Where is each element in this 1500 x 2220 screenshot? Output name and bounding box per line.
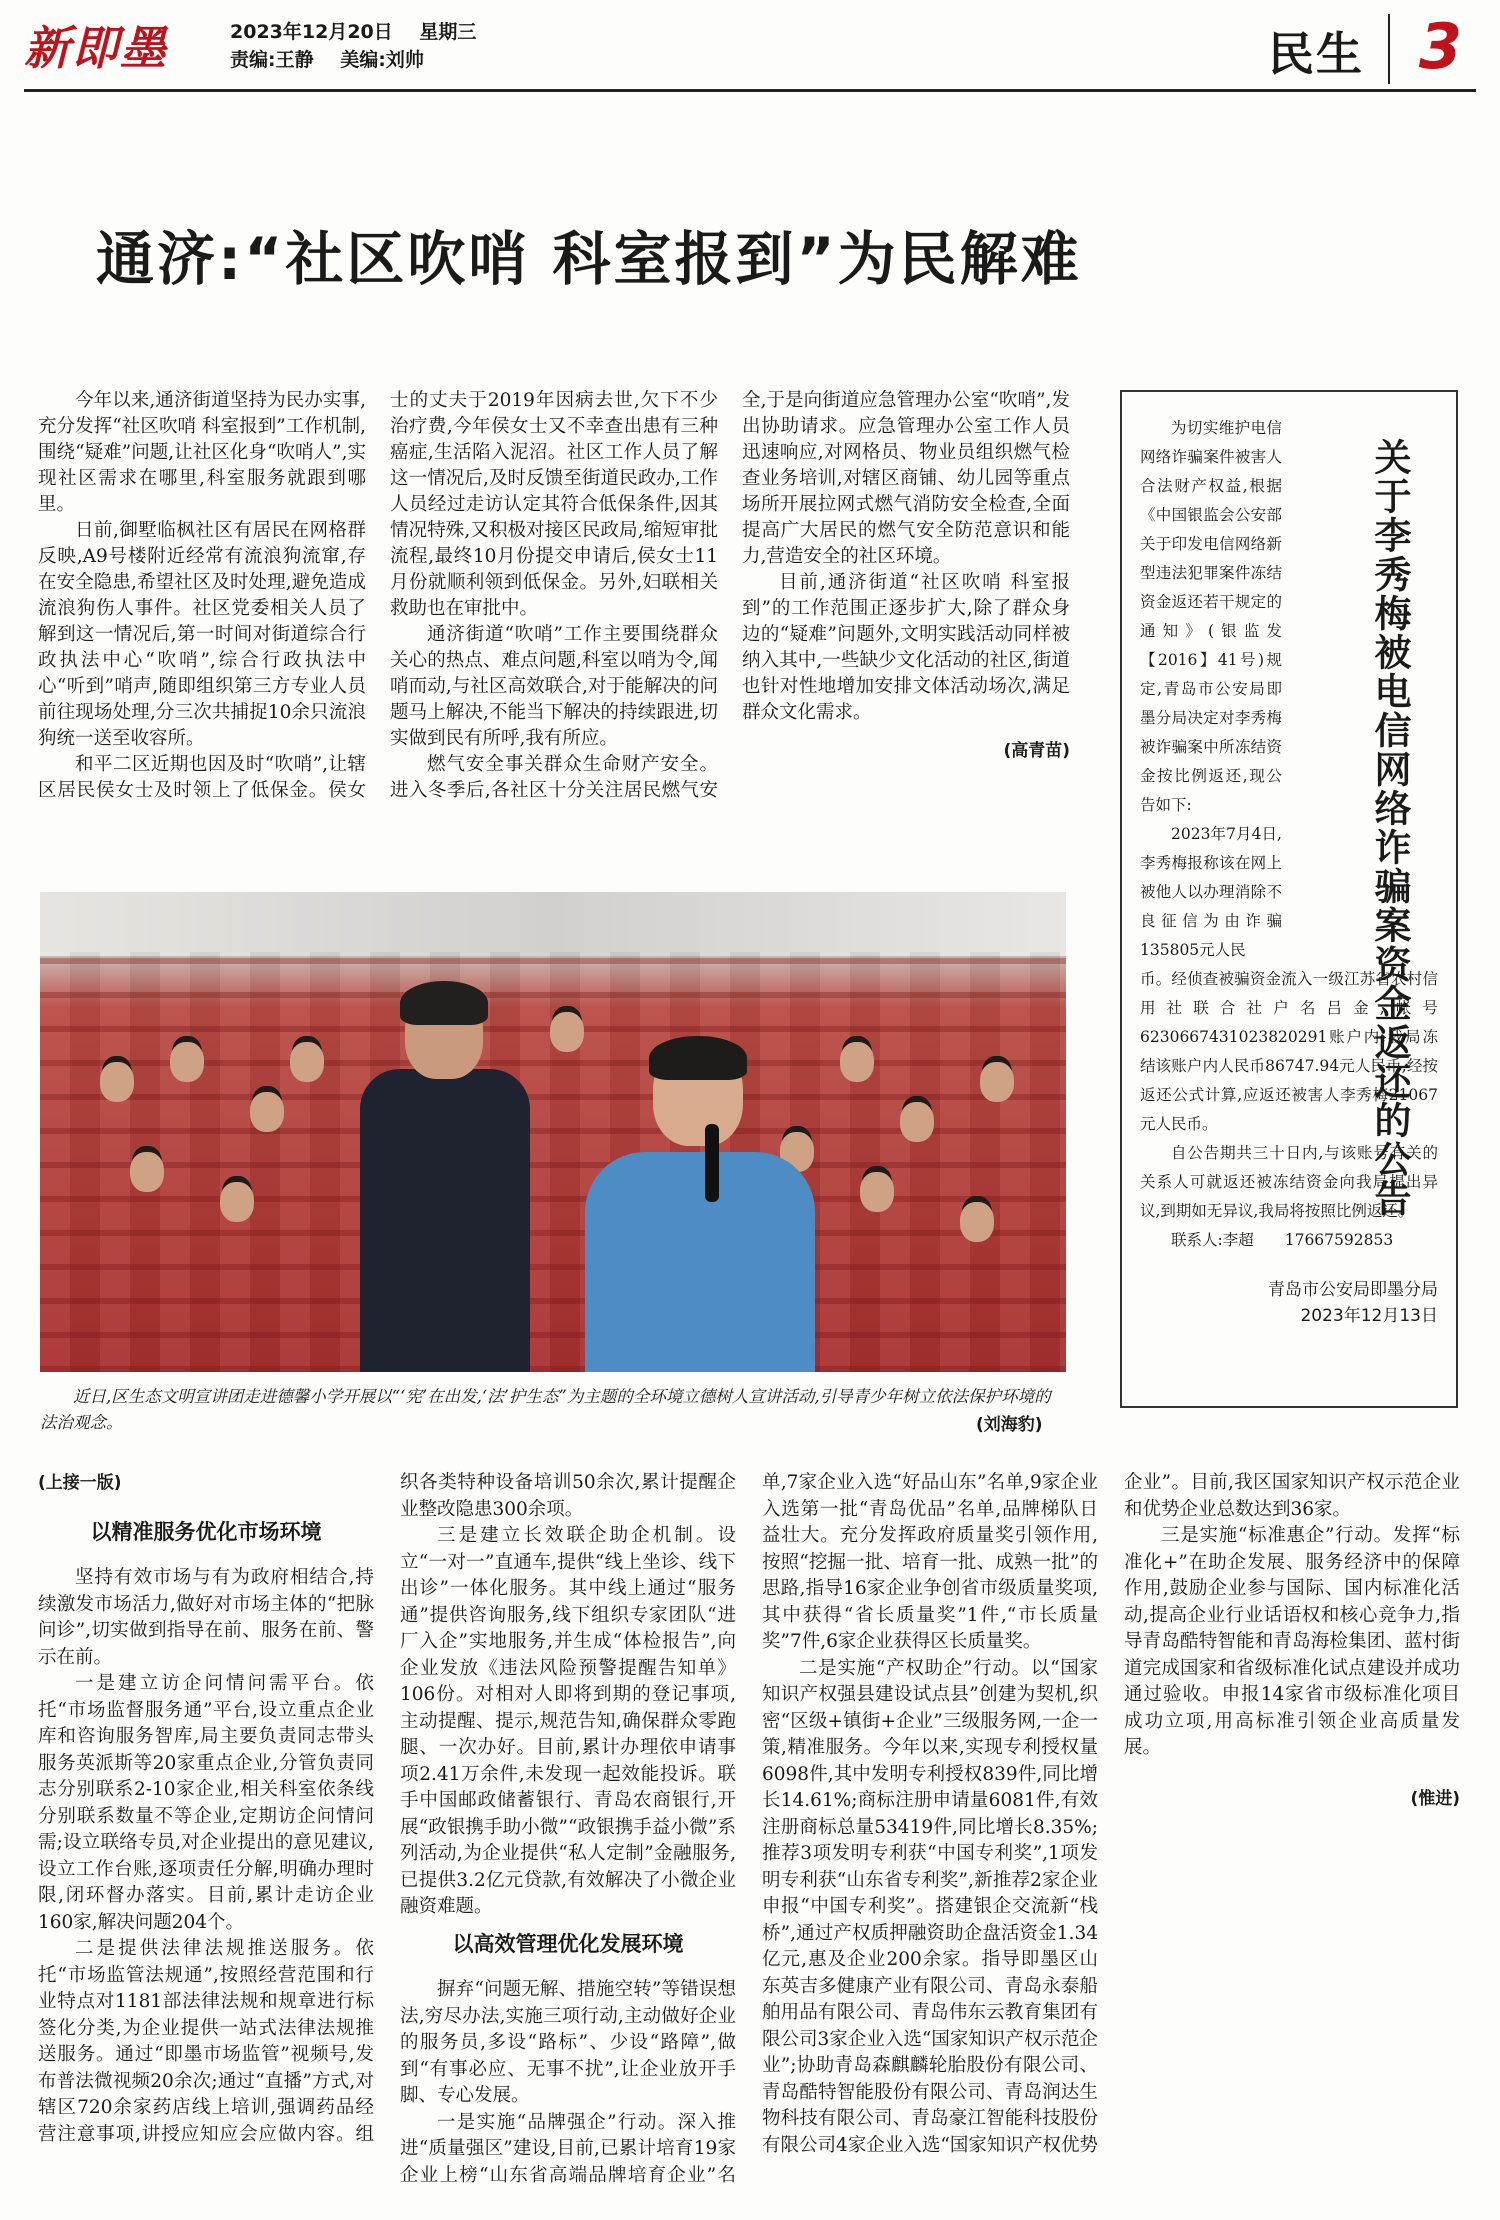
article-paragraph: 日前,御墅临枫社区有居民在网格群反映,A9号楼附近经常有流浪狗流窜,存在安全隐患,希望社区及时处理,避免造成流浪狗伤人事件。社区党委相关人员了解到这一情况后,第一时间对街道综合行政执法中心“吹哨”,综合行政执法中心“听到”哨声,随即组织第三方专业人员前往现场处理,分三次共捕捉10余只流浪狗统一送至收容所。 bbox=[38, 520, 366, 749]
notice-signer: 青岛市公安局即墨分局 bbox=[1268, 1280, 1438, 1300]
article-end-byline: (惟进) bbox=[1410, 1788, 1460, 1809]
photo-back-wall bbox=[40, 892, 1066, 956]
news-photo bbox=[40, 892, 1066, 1372]
photo-audience-member bbox=[550, 1012, 584, 1052]
notice-narrow-text bbox=[1140, 414, 1282, 965]
article-paragraph: 三是建立长效联企助企机制。设立“一对一”直通车,提供“线上坐诊、线下出诊”一体化服务。其中线上通过“服务通”提供咨询服务,线下组织专家团队“进厂入企”实地服务,并生成“体检报告”,向企业发放《违法风险预警提醒告知单》106份。对相对人即将到期的登记事项,主动提醒、提示,规范告知,确保群众零跑腿、一次办好。目前,累计办理依申请事项2.41万余件,未发现一起效能投诉。联手中国邮政储蓄银行、青岛农商银行,开展“政银携手助小微”“政银携手益小微”系列活动,为企业提供“私人定制”金融服务,已提供3.2亿元贷款,有效解决了小微企业融资难题。 bbox=[400, 1525, 736, 1917]
photo-audience-member bbox=[100, 1062, 134, 1102]
notice-signature bbox=[1140, 1277, 1438, 1329]
masthead-divider bbox=[1388, 14, 1390, 84]
notice-date: 2023年12月13日 bbox=[1300, 1306, 1438, 1326]
page-number: 3 bbox=[1418, 10, 1462, 83]
photo-audience-member bbox=[290, 1042, 324, 1082]
article-paragraph: 一是实施“品牌强企”行动。深入推进“质量强区”建设,目前,已累计培育19家企业上榜“山东省高端品牌培育企业”名单,7家企业入选“好品山东”名单,9家企业入选第一批“青岛优品”名单,品牌梯队日益壮大。充分发挥政府质量奖引领作用,按照“挖掘一批、培育一批、成熟一批”的思路,指导16家企业争创省市级质量奖项,其中获得“省长质量奖”1件,“市长质量奖”7件,6家企业获得区长质量奖。 bbox=[400, 1472, 1098, 2186]
photo-audience-member bbox=[960, 1202, 994, 1242]
notice-paragraph: 币。经侦查被骗资金流入一级江苏省农村信用社联合社户名吕金,帐号6230667431023820291账户内,我局冻结该账户内人民币86747.94元人民币,经按返还公式计算,应返还被害人李秀梅21067元人民币。 bbox=[1140, 970, 1438, 1133]
section-name: 民生 bbox=[1268, 27, 1364, 81]
bottom-article bbox=[38, 1470, 1460, 2200]
article-paragraph: 三是实施“标准惠企”行动。发挥“标准化+”在助企发展、服务经济中的保障作用,鼓励企业参与国际、国内标准化活动,提高企业行业话语权和核心竞争力,指导青岛酷特智能和青岛海检集团、蓝村街道完成国家和省级标准化试点建设并成功通过验收。申报14家省市级标准化项目成功立项,用高标准引领企业高质量发展。 bbox=[1124, 1525, 1460, 1758]
article-subheading: 以高效管理优化发展环境 bbox=[452, 1931, 684, 1956]
newspaper-logo: 新即墨 bbox=[24, 21, 168, 75]
microphone-icon bbox=[705, 1124, 719, 1202]
photo-audience-member bbox=[860, 1172, 894, 1212]
issue-date: 2023年12月20日 bbox=[230, 21, 393, 43]
article-paragraph: 一是建立访企问情问需平台。依托“市场监督服务通”平台,设立重点企业库和咨询服务智库,局主要负责同志带头服务英派斯等20家重点企业,分管负责同志分别联系2-10家企业,相关科室依条线分别联系数量不等企业,定期访企问情问需;设立联络专员,对企业提出的意见建议,设立工作台账,逐项责任分解,明确办理时限,闭环督办落实。目前,累计走访企业160家,解决问题204个。 bbox=[38, 1673, 374, 1933]
masthead-info bbox=[230, 18, 496, 74]
photo-presenter bbox=[360, 987, 530, 1372]
article-paragraph: 燃气安全事关群众生命财产安全。进入冬季后,各社区十分关注居民燃气安全,于是向街道应急管理办公室“吹哨”,发出协助请求。应急管理办公室工作人员迅速响应,对网格员、物业员组织燃气检查业务培训,对辖区商铺、幼儿园等重点场所开展拉网式燃气消防安全检查,全面提高广大居民的燃气安全防范意识和能力,营造安全的社区环境。 bbox=[390, 390, 1070, 801]
article-byline: (高青苗) bbox=[1003, 741, 1070, 761]
photo-audience-member bbox=[170, 1042, 204, 1082]
notice-paragraph: 自公告期共三十日内,与该账号有关的关系人可就返还被冻结资金向我局提出异议,到期如无异议,我局将按照比例返还。 bbox=[1140, 1144, 1438, 1220]
photo-audience-member bbox=[980, 1062, 1014, 1102]
article-paragraph: 今年以来,通济街道坚持为民办实事,充分发挥“社区吹哨 科室报到”工作机制,围绕“疑难”问题,让社区化身“吹哨人”,实现社区需求在哪里,科室服务就跟到哪里。 bbox=[38, 390, 366, 515]
article-paragraph: 坚持有效市场与有为政府相结合,持续激发市场活力,做好对市场主体的“把脉问诊”,切实做到指导在前、服务在前、警示在前。 bbox=[38, 1567, 374, 1668]
issue-weekday: 星期三 bbox=[419, 21, 477, 43]
masthead bbox=[24, 10, 1476, 92]
article-paragraph: 目前,通济街道“社区吹哨 科室报到”的工作范围正逐步扩大,除了群众身边的“疑难”问题外,文明实践活动同样被纳入其中,一些缺少文化活动的社区,街道也针对性地增加安排文体活动场次,满足群众文化需求。 bbox=[742, 572, 1070, 723]
photo-audience-member bbox=[130, 1152, 164, 1192]
notice-paragraph: 2023年7月4日,李秀梅报称该在网上被他人以办理消除不良征信为由诈骗135805元人民 bbox=[1140, 825, 1282, 959]
photo-audience-member bbox=[250, 1092, 284, 1132]
article-paragraph: 二是提供法律法规推送服务。依托“市场监管法规通”,按照经营范围和行业特点对1181部法律法规和规章进行标签化分类,为企业提供一站式法律法规推送服务。通过“即墨市场监管”视频号,发布普法微视频20余次;通过“直播”方式,对辖区720余家药店线上培训,强调药品经营注意事项,讲授应知应会应做内容。组织各类特种设备培训50余次,累计提醒企业整改隐患300余项。 bbox=[38, 1472, 736, 2145]
notice-contact: 联系人:李超 17667592853 bbox=[1171, 1231, 1394, 1249]
main-headline: 通济:“社区吹哨 科室报到”为民解难 bbox=[96, 225, 1082, 293]
public-notice-box bbox=[1120, 390, 1458, 1408]
editor-credit: 责编:王静 bbox=[230, 49, 314, 71]
top-article bbox=[38, 388, 1070, 804]
photo-audience-member bbox=[840, 1042, 874, 1082]
article-subheading: 以精准服务优化市场环境 bbox=[90, 1519, 322, 1544]
notice-paragraph: 为切实维护电信网络诈骗案件被害人合法财产权益,根据《中国银监会公安部关于印发电信网络新型违法犯罪案件冻结资金返还若干规定的通知》(银监发【2016】41号)规定,青岛市公安局即墨分局决定对李秀梅被诈骗案中所冻结资金按比例返还,现公告如下: bbox=[1140, 419, 1282, 814]
article-paragraph: 二是实施“产权助企”行动。以“国家知识产权强县建设试点县”创建为契机,织密“区级+镇街+企业”三级服务网,一企一策,精准服务。今年以来,实现专利授权量6098件,其中发明专利授权839件,同比增长14.61%;商标注册申请量6081件,有效注册商标总量53419件,同比增长8.35%;推荐3项发明专利获“中国专利奖”,1项发明专利获“山东省专利奖”,新推荐2家企业申报“中国专利奖”。搭建银企交流新“栈桥”,通过产权质押融资助企盘活资金1.34亿元,惠及企业200余家。指导即墨区山东英吉多健康产业有限公司、青岛永泰船舶用品有限公司、青岛伟东云教育集团有限公司3家企业入选“国家知识产权示范企业”;协助青岛森麒麟轮胎股份有限公司、青岛酷特智能股份有限公司、青岛润达生物科技有限公司、青岛豪江智能科技股份有限公司4家企业入选“国家知识产权优势企业”。目前,我区国家知识产权示范企业和优势企业总数达到36家。 bbox=[762, 1472, 1460, 2156]
photo-caption: 近日,区生态文明宣讲团走进德馨小学开展以“‘宪’在出发,‘法’护生态”为主题的全环境立德树人宣讲活动,引导青少年树立依法保护环境的法治观念。 bbox=[40, 1387, 1051, 1432]
article-paragraph: 和平二区近期也因及时“吹哨”,让辖区居民侯女士及时领上了低保金。侯女士的丈夫于2019年因病去世,欠下不少治疗费,今年侯女士又不幸查出患有三种癌症,生活陷入泥沼。社区工作人员了解这一情况后,及时反馈至街道民政办,工作人员经过走访认定其符合低保条件,因其情况特殊,又积极对接区民政局,缩短审批流程,最终10月份提交申请后,侯女士11月份就顺利领到低保金。另外,妇联相关救助也在审批中。 bbox=[38, 390, 718, 801]
designer-credit: 美编:刘帅 bbox=[340, 49, 424, 71]
notice-title: 关于李秀梅被电信网络诈骗案资金返还的公告 bbox=[1368, 438, 1411, 1218]
article-paragraph: 摒弃“问题无解、措施空转”等错误想法,穷尽办法,实施三项行动,主动做好企业的服务员,多设“路标”、少设“路障”,做到“有事必应、无事不扰”,让企业放开手脚、专心发展。 bbox=[400, 1979, 736, 2106]
photo-student-speaker bbox=[585, 1042, 815, 1372]
photo-audience-member bbox=[220, 1182, 254, 1222]
article-paragraph: 通济街道“吹哨”工作主要围绕群众关心的热点、难点问题,科室以哨为令,闻哨而动,与社区高效联合,对于能解决的问题马上解决,不能当下解决的持续跟进,切实做到民有所呼,我有所应。 bbox=[390, 624, 718, 749]
continued-from-label: (上接一版) bbox=[38, 1473, 122, 1493]
photo-auditorium-seats bbox=[40, 952, 1066, 1372]
photo-byline: (刘海豹) bbox=[976, 1415, 1043, 1435]
photo-audience-member bbox=[900, 1102, 934, 1142]
